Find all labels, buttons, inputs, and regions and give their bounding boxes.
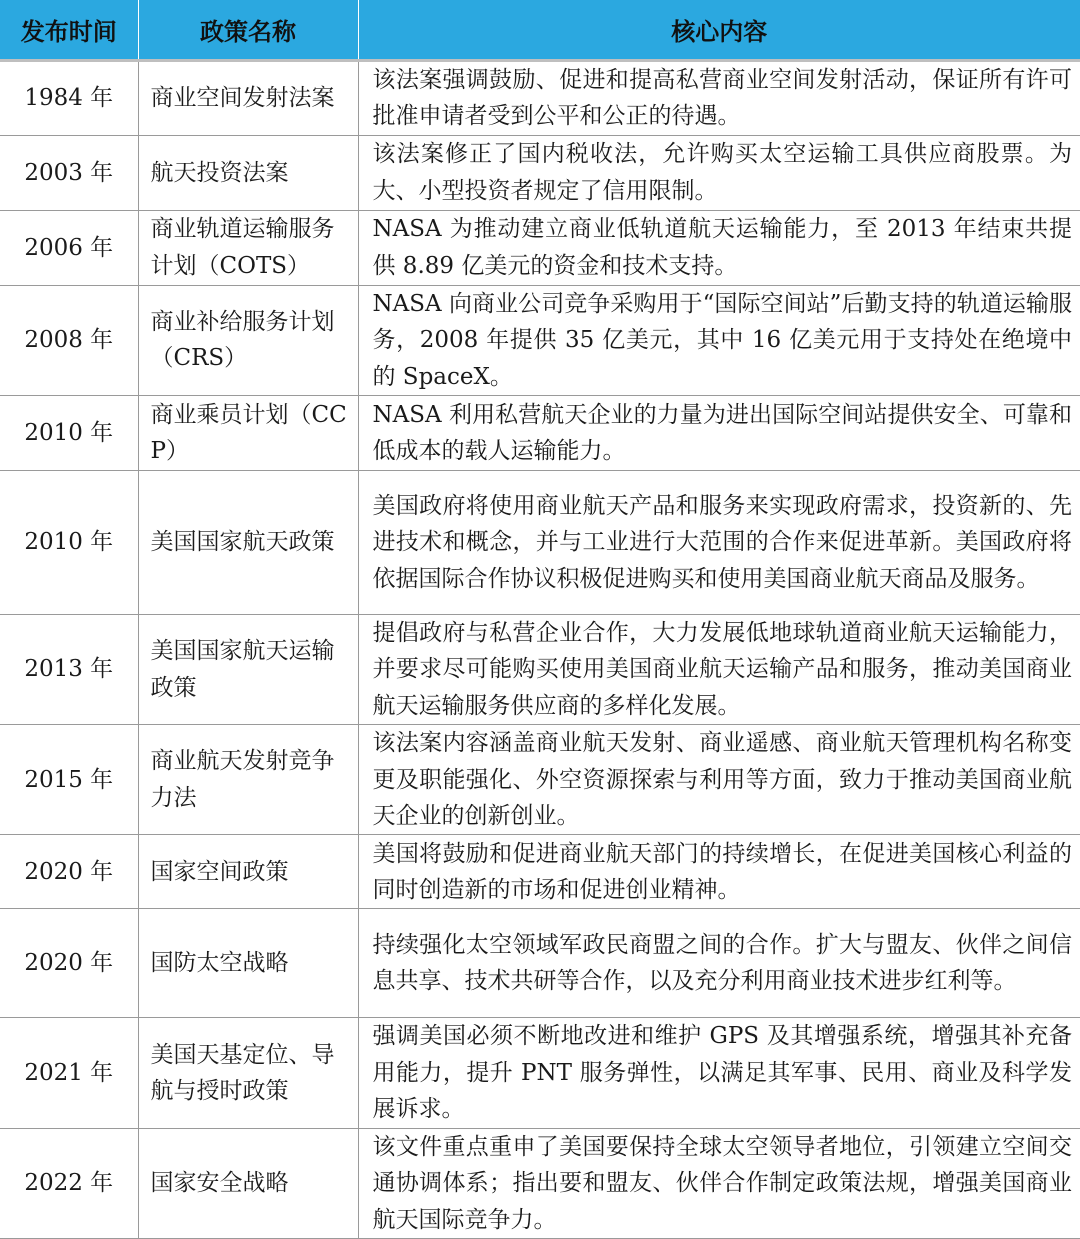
table-body — [0, 61, 1080, 1239]
release-year-cell: 2010 年 — [0, 471, 138, 615]
policy-name-cell: 美国国家航天政策 — [138, 471, 358, 615]
core-content-cell: 该法案强调鼓励、促进和提高私营商业空间发射活动，保证所有许可批准申请者受到公平和公正的待遇。 — [358, 61, 1080, 136]
core-content-cell: 美国政府将使用商业航天产品和服务来实现政府需求，投资新的、先进技术和概念，并与工业进行大范围的合作来促进革新。美国政府将依据国际合作协议积极促进购买和使用美国商业航天商品及服务。 — [358, 471, 1080, 615]
release-year-cell: 2013 年 — [0, 615, 138, 725]
table-row — [0, 396, 1080, 471]
release-year-cell: 2022 年 — [0, 1128, 138, 1238]
table-row — [0, 1128, 1080, 1238]
core-content-cell: 该法案内容涵盖商业航天发射、商业遥感、商业航天管理机构名称变更及职能强化、外空资源探索与利用等方面，致力于推动美国商业航天企业的创新创业。 — [358, 725, 1080, 835]
table-row — [0, 61, 1080, 136]
policy-name-cell: 美国国家航天运输政策 — [138, 615, 358, 725]
table-header — [0, 0, 1080, 61]
policy-name-cell: 美国天基定位、导航与授时政策 — [138, 1018, 358, 1128]
release-year-cell: 2015 年 — [0, 725, 138, 835]
table-row — [0, 1018, 1080, 1128]
table-row — [0, 725, 1080, 835]
release-year-cell: 2010 年 — [0, 396, 138, 471]
release-year-cell: 2021 年 — [0, 1018, 138, 1128]
table-row — [0, 909, 1080, 1018]
policy-name-cell: 国防太空战略 — [138, 909, 358, 1018]
release-year-cell: 1984 年 — [0, 61, 138, 136]
header-release-time: 发布时间 — [0, 0, 138, 61]
core-content-cell: NASA 向商业公司竞争采购用于“国际空间站”后勤支持的轨道运输服务，2008 年提供 35 亿美元，其中 16 亿美元用于支持处在绝境中的 SpaceX。 — [358, 285, 1080, 395]
table-row — [0, 285, 1080, 395]
core-content-cell: NASA 为推动建立商业低轨道航天运输能力，至 2013 年结束共提供 8.89 亿美元的资金和技术支持。 — [358, 210, 1080, 285]
header-row — [0, 0, 1080, 61]
policy-name-cell: 商业轨道运输服务计划（COTS） — [138, 210, 358, 285]
policy-name-cell: 商业乘员计划（CCP） — [138, 396, 358, 471]
table-row — [0, 835, 1080, 909]
table-row — [0, 471, 1080, 615]
policy-name-cell: 国家空间政策 — [138, 835, 358, 909]
policy-name-cell: 商业补给服务计划（CRS） — [138, 285, 358, 395]
policy-name-cell: 航天投资法案 — [138, 135, 358, 210]
table-row — [0, 135, 1080, 210]
core-content-cell: 美国将鼓励和促进商业航天部门的持续增长，在促进美国核心利益的同时创造新的市场和促进创业精神。 — [358, 835, 1080, 909]
core-content-cell: 该文件重点重申了美国要保持全球太空领导者地位，引领建立空间交通协调体系；指出要和盟友、伙伴合作制定政策法规，增强美国商业航天国际竞争力。 — [358, 1128, 1080, 1238]
policy-name-cell: 商业航天发射竞争力法 — [138, 725, 358, 835]
release-year-cell: 2008 年 — [0, 285, 138, 395]
policy-name-cell: 商业空间发射法案 — [138, 61, 358, 136]
core-content-cell: 强调美国必须不断地改进和维护 GPS 及其增强系统，增强其补充备用能力，提升 PNT 服务弹性，以满足其军事、民用、商业及科学发展诉求。 — [358, 1018, 1080, 1128]
policy-name-cell: 国家安全战略 — [138, 1128, 358, 1238]
table-row — [0, 615, 1080, 725]
core-content-cell: 提倡政府与私营企业合作，大力发展低地球轨道商业航天运输能力，并要求尽可能购买使用美国商业航天运输产品和服务，推动美国商业航天运输服务供应商的多样化发展。 — [358, 615, 1080, 725]
release-year-cell: 2003 年 — [0, 135, 138, 210]
header-core-content: 核心内容 — [358, 0, 1080, 61]
header-policy-name: 政策名称 — [138, 0, 358, 61]
table-row — [0, 210, 1080, 285]
release-year-cell: 2020 年 — [0, 835, 138, 909]
core-content-cell: 该法案修正了国内税收法，允许购买太空运输工具供应商股票。为大、小型投资者规定了信用限制。 — [358, 135, 1080, 210]
core-content-cell: 持续强化太空领域军政民商盟之间的合作。扩大与盟友、伙伴之间信息共享、技术共研等合作，以及充分利用商业技术进步红利等。 — [358, 909, 1080, 1018]
core-content-cell: NASA 利用私营航天企业的力量为进出国际空间站提供安全、可靠和低成本的载人运输能力。 — [358, 396, 1080, 471]
release-year-cell: 2020 年 — [0, 909, 138, 1018]
release-year-cell: 2006 年 — [0, 210, 138, 285]
